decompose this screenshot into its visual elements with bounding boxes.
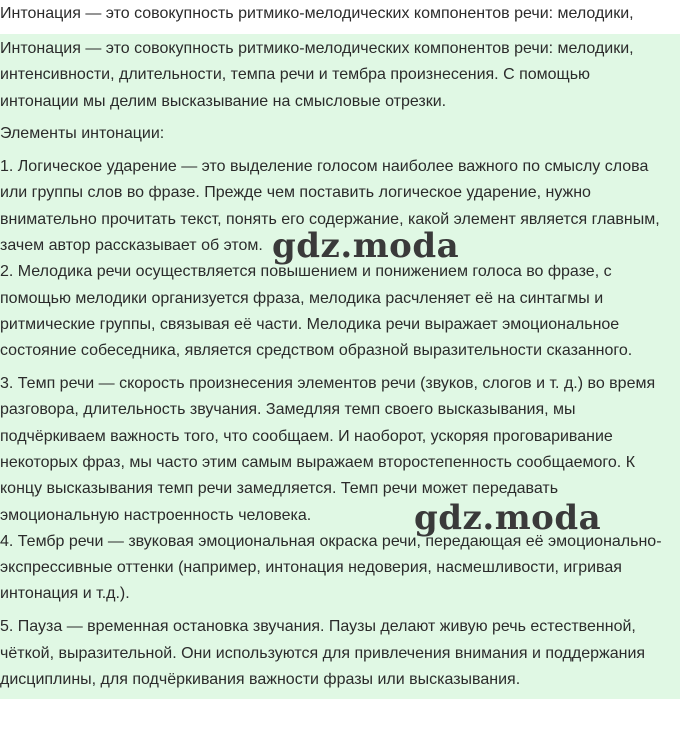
intro-line: Интонация — это совокупность ритмико-мелодических компонентов речи: мелодики,	[0, 40, 634, 57]
item-line: зачем автор рассказывает об этом.	[0, 237, 263, 255]
item-line: подчёркиваем важность того, что сообщаем. И наоборот, ускоряя проговаривание	[0, 427, 613, 445]
intro-line: интенсивности, длительности, темпа речи и тембра произнесения. С помощью	[0, 66, 591, 84]
item-pause	[0, 614, 680, 693]
watermark-logo: gdz.moda	[414, 498, 602, 538]
item-line: дисциплины, для подчёркивания важности фразы или высказывания.	[0, 670, 521, 688]
item-line: ритмические группы, связывая её части. Мелодика речи выражает эмоциональное	[0, 315, 620, 333]
item-line: внимательно прочитать текст, понять его содержание, какой элемент является главным,	[0, 210, 660, 228]
item-line: разговора, длительность звучания. Замедляя темп своего высказывания, мы	[0, 401, 576, 419]
intro-line: интонации мы делим высказывание на смысловые отрезки.	[0, 92, 447, 110]
elements-heading: Элементы интонации:	[0, 125, 165, 143]
item-line: помощью мелодики организуется фраза, мелодика расчленяет её на синтагмы и	[0, 289, 604, 307]
item-line: или группы слов во фразе. Прежде чем поставить логическое ударение, нужно	[0, 184, 591, 202]
item-line: 1. Логическое ударение — это выделение голосом наиболее важного по смыслу слова	[0, 158, 649, 176]
item-line: эмоциональную настроенность человека.	[0, 506, 312, 524]
item-melody	[0, 259, 680, 364]
item-line: 4. Тембр речи — звуковая эмоциональная окраска речи, передающая её эмоционально-	[0, 532, 662, 550]
item-line: экспрессивные оттенки (например, интонация недоверия, насмешливости, игривая	[0, 559, 622, 577]
top-line-text: Интонация — это совокупность ритмико-мелодических компонентов речи: мелодики,	[0, 5, 634, 22]
item-line: состояние собеседника, является средством образной выразительности сказанного.	[0, 342, 633, 360]
answer-panel	[0, 34, 680, 699]
intro-paragraph	[0, 36, 680, 115]
item-timbre	[0, 529, 680, 608]
bottom-whitespace	[0, 699, 680, 734]
item-line: чёткой, выразительной. Они используются для привлечения внимания и поддержания	[0, 644, 646, 662]
item-line: некоторых фраз, мы часто этим самым выражаем второстепенность сообщаемого. К	[0, 453, 636, 471]
cropped-top-line	[0, 0, 680, 34]
item-line: интонация и т.д.).	[0, 585, 130, 603]
item-line: 2. Мелодика речи осуществляется повышением и понижением голоса во фразе, с	[0, 263, 612, 281]
item-line: 3. Темп речи — скорость произнесения элементов речи (звуков, слогов и т. д.) во время	[0, 375, 656, 393]
item-line: 5. Пауза — временная остановка звучания. Паузы делают живую речь естественной,	[0, 618, 636, 636]
item-line: концу высказывания темп речи замедляется. Темп речи может передавать	[0, 480, 559, 498]
watermark-logo: gdz.moda	[272, 226, 460, 266]
